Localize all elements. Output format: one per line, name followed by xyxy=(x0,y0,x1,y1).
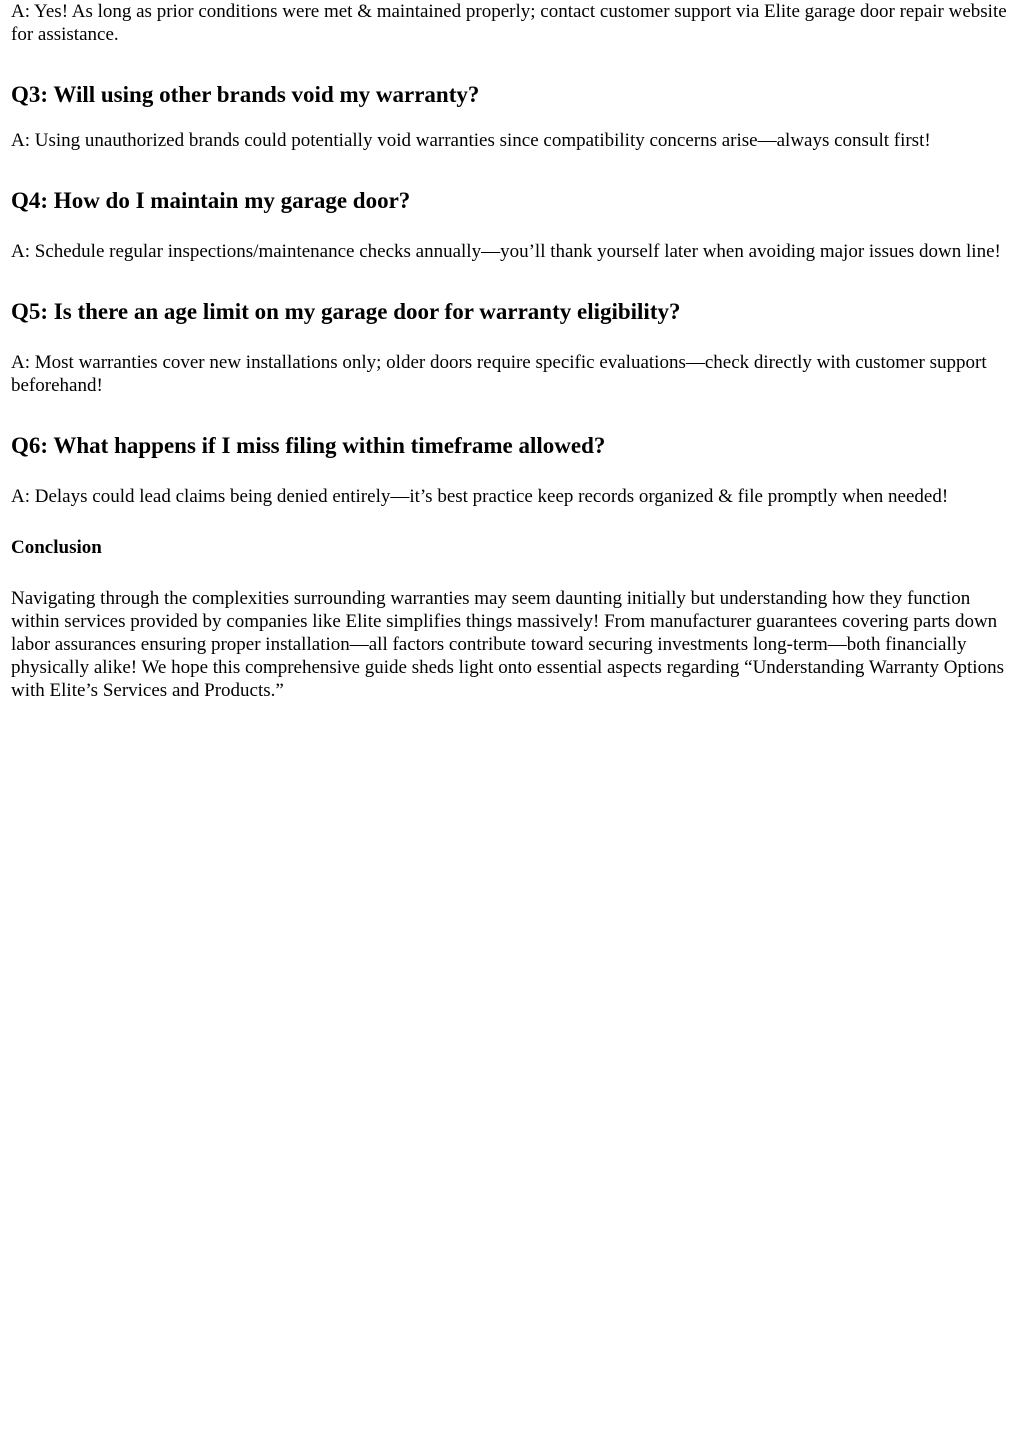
faq-answer-q4: A: Schedule regular inspections/maintenance checks annually—you’ll thank yourself later when avoiding major issues down line! xyxy=(11,241,1001,262)
faq-question-q6: Q6: What happens if I miss filing within timeframe allowed? xyxy=(11,433,606,458)
faq-answer-q5: A: Most warranties cover new installations only; older doors require specific evaluations—check directly with customer support beforehand! xyxy=(11,352,987,396)
faq-answer-q6: A: Delays could lead claims being denied entirely—it’s best practice keep records organized & file promptly when needed! xyxy=(11,486,949,507)
faq-answer-q2: A: Yes! As long as prior conditions were met & maintained properly; contact customer support via Elite garage door repair website for assistance. xyxy=(11,1,1007,45)
faq-answer-q3: A: Using unauthorized brands could potentially void warranties since compatibility concerns arise—always consult first! xyxy=(11,130,931,151)
faq-question-q4: Q4: How do I maintain my garage door? xyxy=(11,188,411,213)
conclusion-body: Navigating through the complexities surrounding warranties may seem daunting initially but understanding how they function within services provided by companies like Elite simplifies things massively! From manufacturer guarantees covering parts down labor assurances ensuring proper installation—all factors contribute toward securing investments long-term—both financially physically alike! We hope this comprehensive guide sheds light onto essential aspects regarding “Understanding Warranty Options with Elite’s Services and Products.” xyxy=(11,588,1004,701)
conclusion-heading: Conclusion xyxy=(11,537,102,558)
faq-question-q5: Q5: Is there an age limit on my garage door for warranty eligibility? xyxy=(11,299,681,324)
faq-question-q3: Q3: Will using other brands void my warranty? xyxy=(11,82,480,107)
